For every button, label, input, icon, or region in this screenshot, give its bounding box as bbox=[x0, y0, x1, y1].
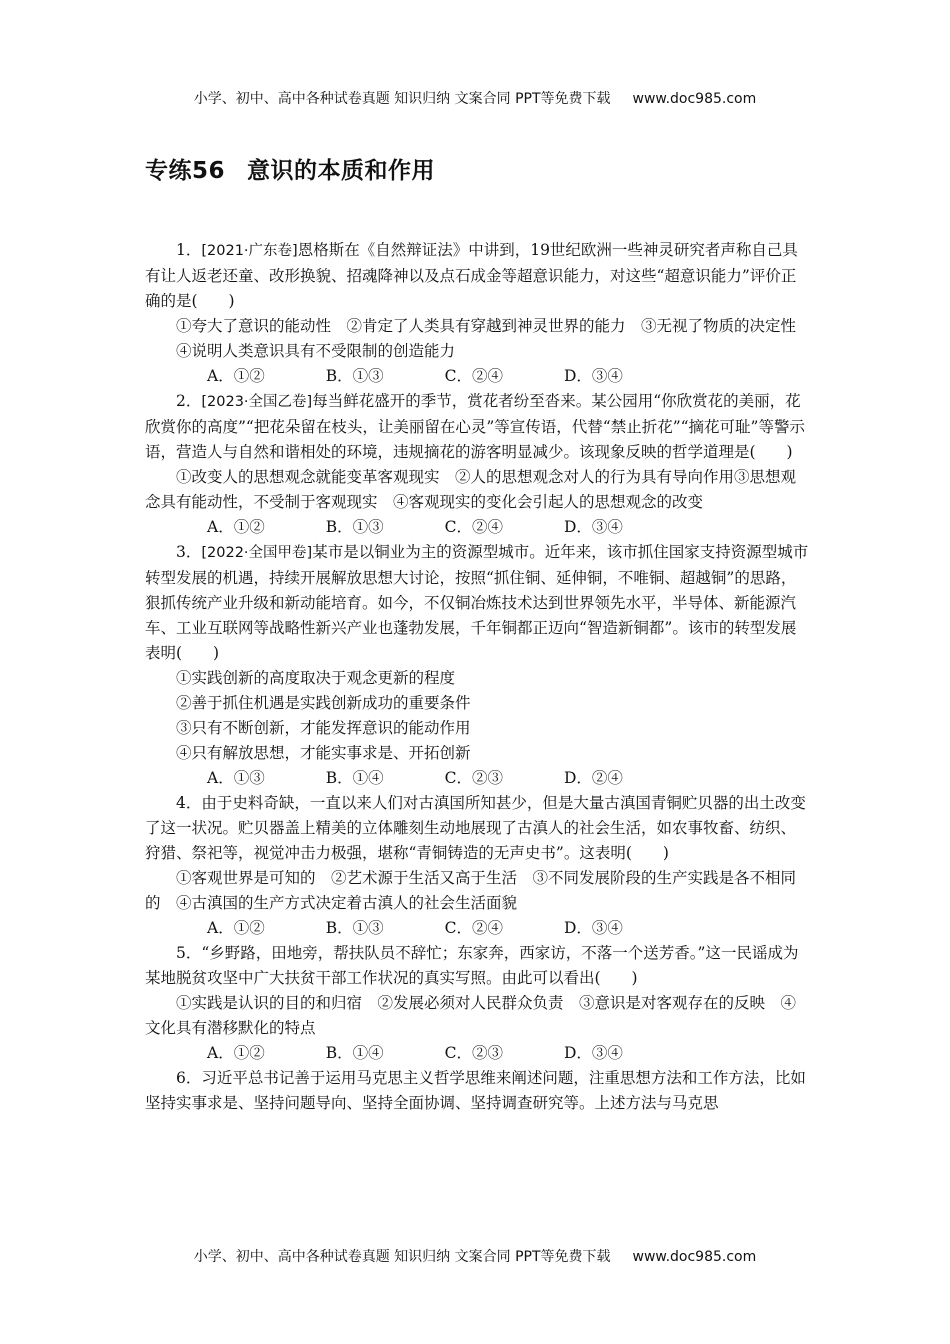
answer-d: D．③④ bbox=[563, 367, 623, 385]
question-number: 4． bbox=[176, 794, 202, 812]
answer-a: A．①③ bbox=[207, 769, 265, 787]
question-text: 某市是以铜业为主的资源型城市。近年来，该市抓住国家支持资源型城市转型发展的机遇，持续开展解放思想大讨论，按照“抓住铜、延伸铜，不唯铜、超越铜”的思路，狠抓传统产业升级和新动能培育。如今，不仅铜冶炼技术达到世界领先水平，半导体、新能源汽车、工业互联网等战略性新兴产业也蓬勃发展，千年铜都正迈向“智造新铜都”。该市的转型发展表明( ) bbox=[145, 543, 809, 662]
question-option: ②善于抓住机遇是实践创新成功的重要条件 bbox=[176, 694, 471, 712]
page-title bbox=[145, 152, 435, 185]
question-option: ①夸大了意识的能动性 ②肯定了人类具有穿越到神灵世界的能力 ③无视了物质的决定性 bbox=[176, 317, 797, 335]
answer-d: D．③④ bbox=[563, 518, 623, 536]
question-source: [2021·广东卷] bbox=[201, 243, 298, 259]
answer-b: B．①④ bbox=[325, 769, 384, 787]
answer-d: D．②④ bbox=[563, 769, 623, 787]
answer-b: B．①③ bbox=[325, 919, 384, 937]
question-text: 每当鲜花盛开的季节，赏花者纷至沓来。某公园用“你欣赏花的美丽，花欣赏你的高度”“把花朵留在枝头，让美丽留在心灵”等宣传语，代替“禁止折花”“摘花可耻”等警示语，营造人与自然和谐相处的环境，违规摘花的游客明显减少。该现象反映的哲学道理是( ) bbox=[145, 392, 805, 461]
question-stem bbox=[145, 540, 809, 666]
question-stem bbox=[145, 389, 809, 465]
answer-b: B．①④ bbox=[325, 1044, 384, 1062]
answer-choices bbox=[145, 515, 809, 540]
title-number: 专练56 bbox=[145, 158, 226, 184]
answer-choices bbox=[145, 766, 809, 791]
answer-c: C．②③ bbox=[444, 1044, 503, 1062]
answer-choices bbox=[145, 916, 809, 941]
answer-b: B．①③ bbox=[325, 518, 384, 536]
answer-c: C．②③ bbox=[444, 769, 503, 787]
question-6 bbox=[145, 1066, 809, 1116]
answer-c: C．②④ bbox=[444, 367, 503, 385]
answer-choices bbox=[145, 1041, 809, 1066]
question-text: “乡野路，田地旁，帮扶队员不辞忙；东家奔，西家访，不落一个送芳香。”这一民谣成为某地脱贫攻坚中广大扶贫干部工作状况的真实写照。由此可以看出( ) bbox=[145, 944, 799, 987]
question-number: 1． bbox=[176, 241, 202, 259]
question-text: 习近平总书记善于运用马克思主义哲学思维来阐述问题，注重思想方法和工作方法，比如坚持实事求是、坚持问题导向、坚持全面协调、坚持调查研究等。上述方法与马克思 bbox=[145, 1069, 806, 1112]
answer-c: C．②④ bbox=[444, 919, 503, 937]
answer-choices bbox=[145, 364, 809, 389]
page-header bbox=[0, 88, 950, 108]
question-3 bbox=[145, 540, 809, 791]
page-footer bbox=[0, 1246, 950, 1266]
question-number: 3． bbox=[176, 543, 202, 561]
questions-content bbox=[145, 238, 809, 1116]
answer-a: A．①② bbox=[207, 919, 265, 937]
question-stem bbox=[145, 941, 809, 991]
answer-a: A．①② bbox=[207, 367, 265, 385]
question-1 bbox=[145, 238, 809, 389]
question-option: ①客观世界是可知的 ②艺术源于生活又高于生活 ③不同发展阶段的生产实践是各不相同的 ④古滇国的生产方式决定着古滇人的社会生活面貌 bbox=[145, 869, 797, 912]
title-text: 意识的本质和作用 bbox=[247, 158, 436, 184]
footer-url[interactable]: www.doc985.com bbox=[632, 1249, 757, 1265]
header-text: 小学、初中、高中各种试卷真题 知识归纳 文案合同 PPT等免费下载 bbox=[193, 91, 611, 107]
header-url[interactable]: www.doc985.com bbox=[632, 91, 757, 107]
question-text: 由于史料奇缺，一直以来人们对古滇国所知甚少，但是大量古滇国青铜贮贝器的出土改变了这一状况。贮贝器盖上精美的立体雕刻生动地展现了古滇人的社会生活，如农事牧畜、纺织、狩猎、祭祀等，视觉冲击力极强，堪称“青铜铸造的无声史书”。这表明( ) bbox=[145, 794, 806, 862]
answer-d: D．③④ bbox=[563, 919, 623, 937]
answer-c: C．②④ bbox=[444, 518, 503, 536]
question-option: ③只有不断创新，才能发挥意识的能动作用 bbox=[176, 719, 471, 737]
question-stem bbox=[145, 1066, 809, 1116]
question-option: ①实践是认识的目的和归宿 ②发展必须对人民群众负责 ③意识是对客观存在的反映 ④文化具有潜移默化的特点 bbox=[145, 994, 797, 1037]
footer-text: 小学、初中、高中各种试卷真题 知识归纳 文案合同 PPT等免费下载 bbox=[193, 1249, 611, 1265]
question-option: ④说明人类意识具有不受限制的创造能力 bbox=[176, 342, 456, 360]
answer-a: A．①② bbox=[207, 1044, 265, 1062]
question-option: ①改变人的思想观念就能变革客观现实 ②人的思想观念对人的行为具有导向作用③思想观念具有能动性，不受制于客观现实 ④客观现实的变化会引起人的思想观念的改变 bbox=[145, 468, 797, 511]
answer-b: B．①③ bbox=[325, 367, 384, 385]
question-2 bbox=[145, 389, 809, 540]
question-text: 恩格斯在《自然辩证法》中讲到，19世纪欧洲一些神灵研究者声称自己具有让人返老还童、改形换貌、招魂降神以及点石成金等超意识能力，对这些“超意识能力”评价正确的是( ) bbox=[145, 241, 798, 310]
question-source: [2022·全国甲卷] bbox=[201, 545, 313, 561]
question-number: 2． bbox=[176, 392, 202, 410]
question-stem bbox=[145, 238, 809, 314]
question-option: ④只有解放思想，才能实事求是、开拓创新 bbox=[176, 744, 471, 762]
question-number: 6． bbox=[176, 1069, 202, 1087]
question-source: [2023·全国乙卷] bbox=[201, 394, 313, 410]
question-stem bbox=[145, 791, 809, 866]
question-option: ①实践创新的高度取决于观念更新的程度 bbox=[176, 669, 456, 687]
question-4 bbox=[145, 791, 809, 941]
question-5 bbox=[145, 941, 809, 1066]
answer-a: A．①② bbox=[207, 518, 265, 536]
question-number: 5． bbox=[176, 944, 202, 962]
answer-d: D．③④ bbox=[563, 1044, 623, 1062]
